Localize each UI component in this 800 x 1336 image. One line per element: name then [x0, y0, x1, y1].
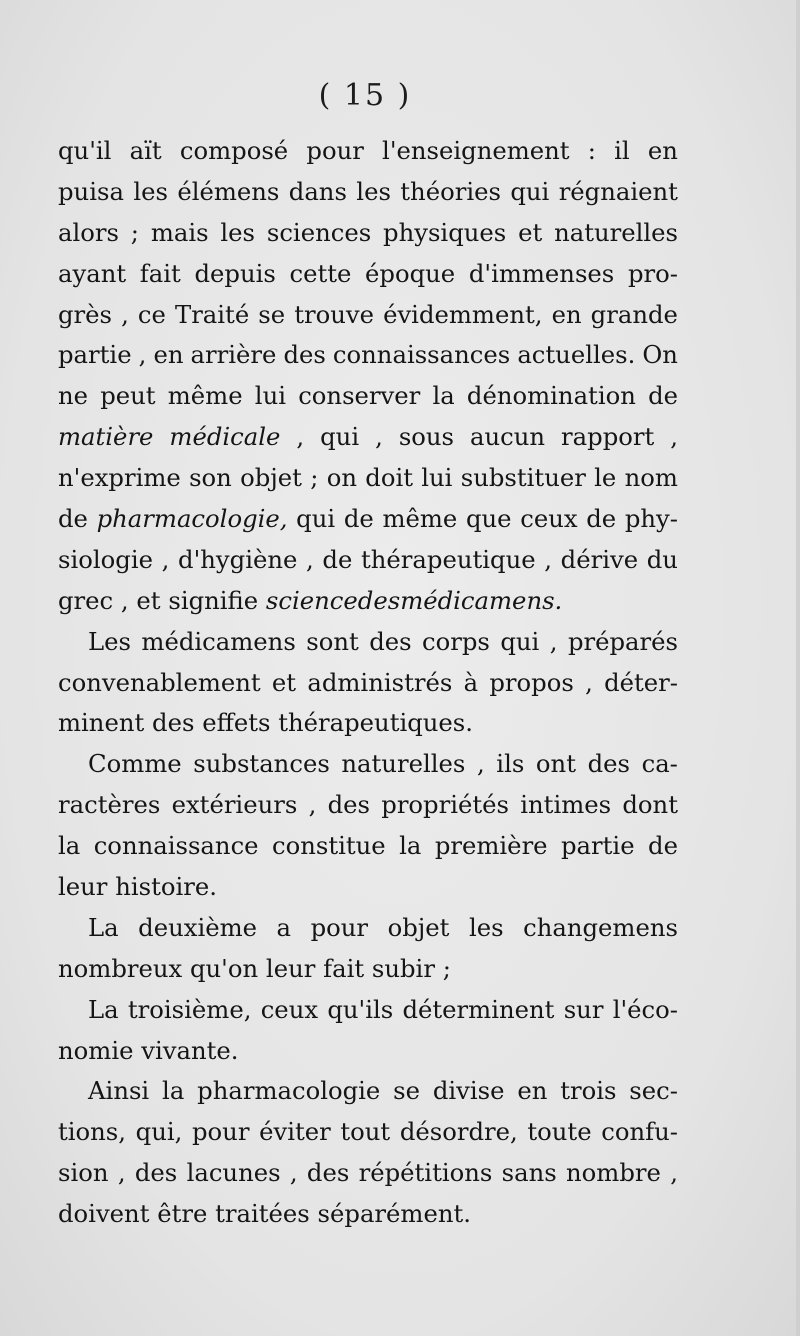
word: intimes [520, 790, 612, 820]
word: ils [496, 749, 525, 779]
word: fait [139, 258, 181, 288]
word: , [585, 667, 593, 697]
word: , [670, 1158, 678, 1188]
text-line [58, 785, 678, 826]
word: On [642, 340, 678, 370]
word: la [162, 1076, 185, 1106]
word: de [322, 544, 353, 574]
word: connaissances [332, 340, 511, 370]
word: divise [432, 1076, 505, 1106]
word: conserver [298, 381, 421, 411]
word: les [133, 176, 168, 206]
word: la [399, 831, 422, 861]
word: ayant [58, 258, 127, 288]
word: les [220, 217, 256, 247]
word: , [308, 790, 317, 820]
word: propriétés [381, 790, 509, 820]
text-line [58, 663, 678, 704]
word: Comme [88, 749, 182, 779]
word: cette [289, 258, 352, 288]
word: doit [365, 463, 413, 493]
word: ce [137, 299, 166, 329]
word: en [153, 340, 184, 370]
word: partie [58, 340, 132, 370]
word: deuxième [138, 912, 258, 942]
word: sciences [266, 217, 372, 247]
word: signifie [168, 585, 259, 615]
word: actuelles. [517, 340, 636, 370]
text-line [58, 622, 678, 663]
body-text [58, 131, 678, 1235]
word: nom [624, 463, 678, 493]
word: grande [590, 299, 678, 329]
word: aucun [470, 422, 546, 452]
word: on [326, 463, 357, 493]
word: ca- [641, 749, 678, 779]
word: thérapeutiques. [278, 708, 473, 738]
word: désordre, [399, 1117, 518, 1147]
word: des [306, 1158, 350, 1188]
word: ; [442, 953, 451, 983]
word: effets [202, 708, 271, 738]
word: des [283, 340, 326, 370]
word: de [58, 504, 88, 534]
word: pour [192, 1117, 250, 1147]
word: , [296, 422, 305, 452]
word: même [382, 504, 458, 534]
word: partie [561, 831, 635, 861]
word: grec [58, 585, 114, 615]
word: sont [306, 626, 359, 656]
show-through-mark [600, 578, 680, 598]
word: La [88, 912, 119, 942]
word: pharmacologie [197, 1076, 381, 1106]
word: , [121, 299, 129, 329]
word: médicale [169, 422, 281, 452]
text-line [58, 254, 678, 295]
word: les [468, 912, 504, 942]
text-line [58, 172, 678, 213]
word: extérieurs [171, 790, 298, 820]
text-line [58, 990, 678, 1031]
word: naturelles [341, 749, 466, 779]
word: qu'ils [327, 994, 394, 1024]
word: en [517, 1076, 548, 1106]
word: du [646, 544, 678, 574]
word: son [189, 463, 232, 493]
word: sur [563, 994, 604, 1024]
word: ceux [260, 994, 319, 1024]
word: pro- [627, 258, 678, 288]
word: convenablement [58, 667, 261, 697]
word: depuis [194, 258, 276, 288]
word: La [88, 994, 119, 1024]
word: qui, [135, 1117, 183, 1147]
word: nombreux [58, 953, 183, 983]
text-line [58, 499, 678, 540]
word: et [271, 667, 297, 697]
word: changemens [523, 912, 678, 942]
text-line [58, 1153, 678, 1194]
word: science [265, 585, 358, 615]
word: élémens [177, 176, 280, 206]
word: toute [527, 1117, 592, 1147]
word: , [375, 422, 383, 452]
word: minent [58, 708, 145, 738]
word: pour [306, 136, 364, 165]
word: séparément. [317, 1199, 471, 1229]
word: : [587, 136, 596, 165]
text-line [58, 1194, 678, 1235]
word: dénomination [466, 381, 636, 411]
word: dérive [560, 544, 639, 574]
word: des [587, 749, 630, 779]
word: arrière [190, 340, 277, 370]
word: fait [323, 953, 365, 983]
text-line [58, 335, 678, 376]
word: , [306, 544, 314, 574]
word: rapport [561, 422, 655, 452]
word: composé [179, 136, 289, 165]
word: grès [58, 299, 113, 329]
word: sous [398, 422, 455, 452]
word: se [258, 299, 286, 329]
word: théories [400, 176, 501, 206]
text-line [58, 867, 678, 908]
word: thérapeutique [361, 544, 536, 574]
word: il [614, 136, 630, 165]
text-line [58, 295, 678, 336]
word: évidemment, [383, 299, 543, 329]
word: , [117, 1158, 126, 1188]
word: des [369, 626, 412, 656]
word: confu- [601, 1117, 678, 1147]
word: traitées [215, 1199, 310, 1229]
word: corps [422, 626, 490, 656]
word: ; [130, 217, 139, 247]
text-line [58, 376, 678, 417]
word: tout [340, 1117, 391, 1147]
word: objet [387, 912, 450, 942]
word: leur [265, 953, 316, 983]
word: en [551, 299, 582, 329]
text-line [58, 458, 678, 499]
word: lui [254, 381, 286, 411]
word: troisième, [127, 994, 252, 1024]
word: dans [288, 176, 347, 206]
word: ractères [58, 790, 161, 820]
word: nomie [58, 1035, 134, 1065]
word: déterminent [402, 994, 555, 1024]
word: dont [622, 790, 678, 820]
word: naturelles [554, 217, 678, 247]
word: préparés [567, 626, 678, 656]
word: siologie [58, 544, 153, 574]
word: à [463, 667, 479, 697]
word: tions, [58, 1117, 127, 1147]
word: alors [58, 217, 119, 247]
word: ceux [520, 504, 578, 534]
text-line [58, 131, 678, 172]
word: déter- [604, 667, 678, 697]
word: lui [421, 463, 453, 493]
word: même [167, 381, 243, 411]
word: première [434, 831, 548, 861]
word: de [586, 504, 617, 534]
text-line [58, 1071, 678, 1112]
word: répétitions [358, 1158, 493, 1188]
word: , [120, 585, 129, 615]
text-line [58, 826, 678, 867]
word: puisa [58, 176, 124, 206]
word: la [58, 831, 81, 861]
word: vivante. [141, 1035, 239, 1065]
word: la [432, 381, 455, 411]
word: l'éco- [612, 994, 678, 1024]
text-line [58, 540, 678, 581]
text-line [58, 949, 678, 990]
word: que [465, 504, 512, 534]
word: pharmacologie, [96, 504, 288, 534]
word: substances [193, 749, 330, 779]
word: objet [240, 463, 302, 493]
word: aït [129, 136, 162, 165]
text-line [58, 744, 678, 785]
word: phy- [624, 504, 678, 534]
word: pour [310, 912, 369, 942]
word: des [327, 790, 370, 820]
word: , [549, 626, 558, 656]
word: lacunes [186, 1158, 281, 1188]
word: être [157, 1199, 208, 1229]
word: qu'il [58, 136, 112, 165]
word: a [276, 912, 292, 942]
word: mais [150, 217, 209, 247]
word: qui [510, 176, 550, 206]
word: ont [535, 749, 576, 779]
text-line [58, 908, 678, 949]
word: d'immenses [468, 258, 615, 288]
word: qu'on [189, 953, 259, 983]
word: , [476, 749, 485, 779]
word: de [648, 381, 678, 411]
word: histoire. [115, 872, 217, 902]
word: époque [365, 258, 456, 288]
word: éviter [259, 1117, 331, 1147]
text-line [58, 703, 678, 744]
word: administrés [307, 667, 453, 697]
word: sec- [629, 1076, 678, 1106]
word: se [393, 1076, 420, 1106]
word: ; [310, 463, 319, 493]
page-number: ( 15 ) [318, 78, 412, 113]
word: constitue [272, 831, 386, 861]
word: et [518, 217, 543, 247]
word: médicamens. [400, 585, 563, 615]
word: n'exprime [58, 463, 181, 493]
word: subir [371, 953, 435, 983]
word: qui [320, 422, 360, 452]
word: de [343, 504, 374, 534]
word: Ainsi [88, 1076, 150, 1106]
word: sans [501, 1158, 557, 1188]
word: , [544, 544, 552, 574]
word: le [594, 463, 617, 493]
text-line [58, 1031, 678, 1072]
word: doivent [58, 1199, 150, 1229]
text-line [58, 417, 678, 458]
word: Traité [174, 299, 250, 329]
word: trois [560, 1076, 617, 1106]
word: nombre [566, 1158, 661, 1188]
word: en [647, 136, 678, 165]
word: trouve [294, 299, 374, 329]
word: propos [489, 667, 574, 697]
word: des [152, 708, 195, 738]
word: connaissance [93, 831, 259, 861]
word: physiques [383, 217, 507, 247]
text-line [58, 213, 678, 254]
word: leur [58, 872, 108, 902]
word: et [136, 585, 161, 615]
word: d'hygiène [178, 544, 298, 574]
word: de [648, 831, 678, 861]
word: médicamens [141, 626, 296, 656]
word: , [670, 422, 678, 452]
word: sion [58, 1158, 109, 1188]
word: l'enseignement [382, 136, 570, 165]
word: peut [100, 381, 156, 411]
word: des [134, 1158, 178, 1188]
word: ne [58, 381, 89, 411]
word: qui [296, 504, 336, 534]
word: , [289, 1158, 298, 1188]
word: des [357, 585, 401, 615]
word: , [161, 544, 170, 574]
word: régnaient [558, 176, 678, 206]
word: , [138, 340, 147, 370]
text-line [58, 1112, 678, 1153]
word: qui [500, 626, 540, 656]
word: Les [88, 626, 131, 656]
word: substituer [460, 463, 586, 493]
word: matière [58, 422, 154, 452]
word: les [356, 176, 391, 206]
text-line [58, 581, 678, 622]
